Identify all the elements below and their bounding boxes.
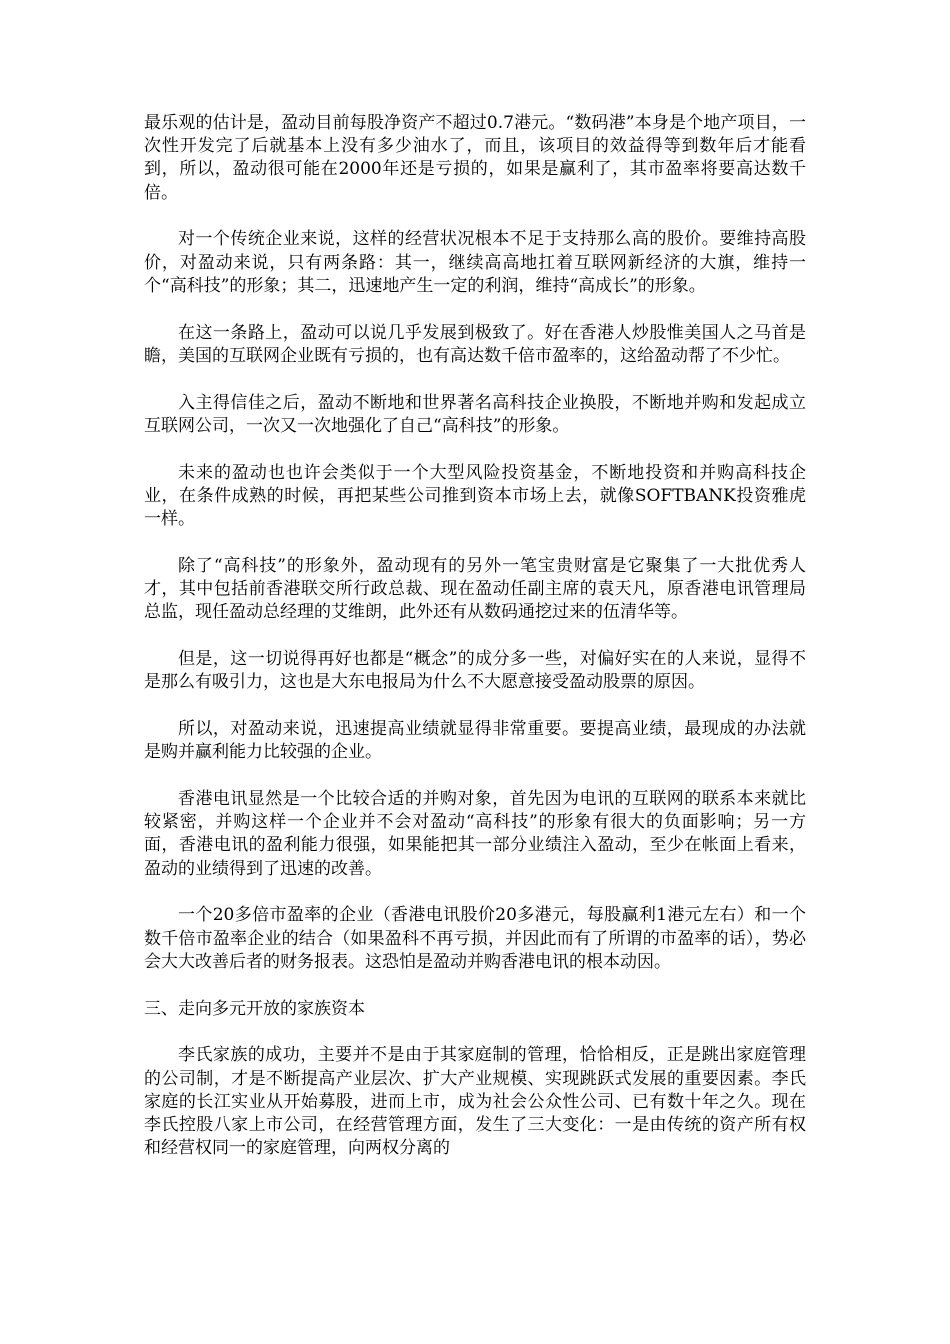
- document-body: [144, 112, 806, 1184]
- paragraph-3: 在这一条路上，盈动可以说几乎发展到极致了。好在香港人炒股惟美国人之马首是瞻，美国的互联网企业既有亏损的，也有高达数千倍市盈率的，这给盈动帮了不少忙。: [144, 322, 806, 366]
- paragraph-5: 未来的盈动也也许会类似于一个大型风险投资基金，不断地投资和并购高科技企业，在条件成熟的时候，再把某些公司推到资本市场上去，就像SOFTBANK投资雅虎一样。: [144, 462, 806, 530]
- paragraph-8: 所以，对盈动来说，迅速提高业绩就显得非常重要。要提高业绩，最现成的办法就是购并赢利能力比较强的企业。: [144, 719, 806, 763]
- paragraph-4: 入主得信佳之后，盈动不断地和世界著名高科技企业换股，不断地并购和发起成立互联网公司，一次又一次地强化了自己“高科技”的形象。: [144, 392, 806, 436]
- paragraph-1: 最乐观的估计是，盈动目前每股净资产不超过0.7港元。“数码港”本身是个地产项目，一次性开发完了后就基本上没有多少油水了，而且，该项目的效益得等到数年后才能看到，所以，盈动很可能在2000年还是亏损的，如果是赢利了，其市盈率将要高达数千倍。: [144, 113, 806, 203]
- paragraph-6: 除了“高科技”的形象外，盈动现有的另外一笔宝贵财富是它聚集了一大批优秀人才，其中包括前香港联交所行政总裁、现在盈动任副主席的袁天凡，原香港电讯管理局总监，现任盈动总经理的艾维朗，此外还有从数码通挖过来的伍清华等。: [144, 555, 806, 623]
- section-heading: 三、走向多元开放的家族资本: [144, 998, 365, 1019]
- paragraph-11: 李氏家族的成功，主要并不是由于其家庭制的管理，恰恰相反，正是跳出家庭管理的公司制，才是不断提高产业层次、扩大产业规模、实现跳跃式发展的重要因素。李氏家庭的长江实业从开始募股，进而上市，成为社会公众性公司、已有数十年之久。现在李氏控股八家上市公司，在经营管理方面，发生了三大变化：一是由传统的资产所有权和经营权同一的家庭管理，向两权分离的: [144, 1045, 806, 1159]
- paragraph-10: 一个20多倍市盈率的企业（香港电讯股价20多港元，每股赢利1港元左右）和一个数千倍市盈率企业的结合（如果盈科不再亏损，并因此而有了所谓的市盈率的话），势必会大大改善后者的财务报表。这恐怕是盈动并购香港电讯的根本动因。: [144, 905, 806, 972]
- paragraph-9: 香港电讯显然是一个比较合适的并购对象，首先因为电讯的互联网的联系本来就比较紧密，并购这样一个企业并不会对盈动“高科技”的形象有很大的负面影响；另一方面，香港电讯的盈利能力很强，如果能把其一部分业绩注入盈动，至少在帐面上看来，盈动的业绩得到了迅速的改善。: [144, 789, 806, 879]
- paragraph-7: 但是，这一切说得再好也都是“概念”的成分多一些，对偏好实在的人来说，显得不是那么有吸引力，这也是大东电报局为什么不大愿意接受盈动股票的原因。: [144, 649, 806, 693]
- paragraph-2: 对一个传统企业来说，这样的经营状况根本不足于支持那么高的股价。要维持高股价，对盈动来说，只有两条路：其一，继续高高地扛着互联网新经济的大旗，维持一个“高科技”的形象；其二，迅速地产生一定的利润，维持“高成长”的形象。: [144, 229, 806, 296]
